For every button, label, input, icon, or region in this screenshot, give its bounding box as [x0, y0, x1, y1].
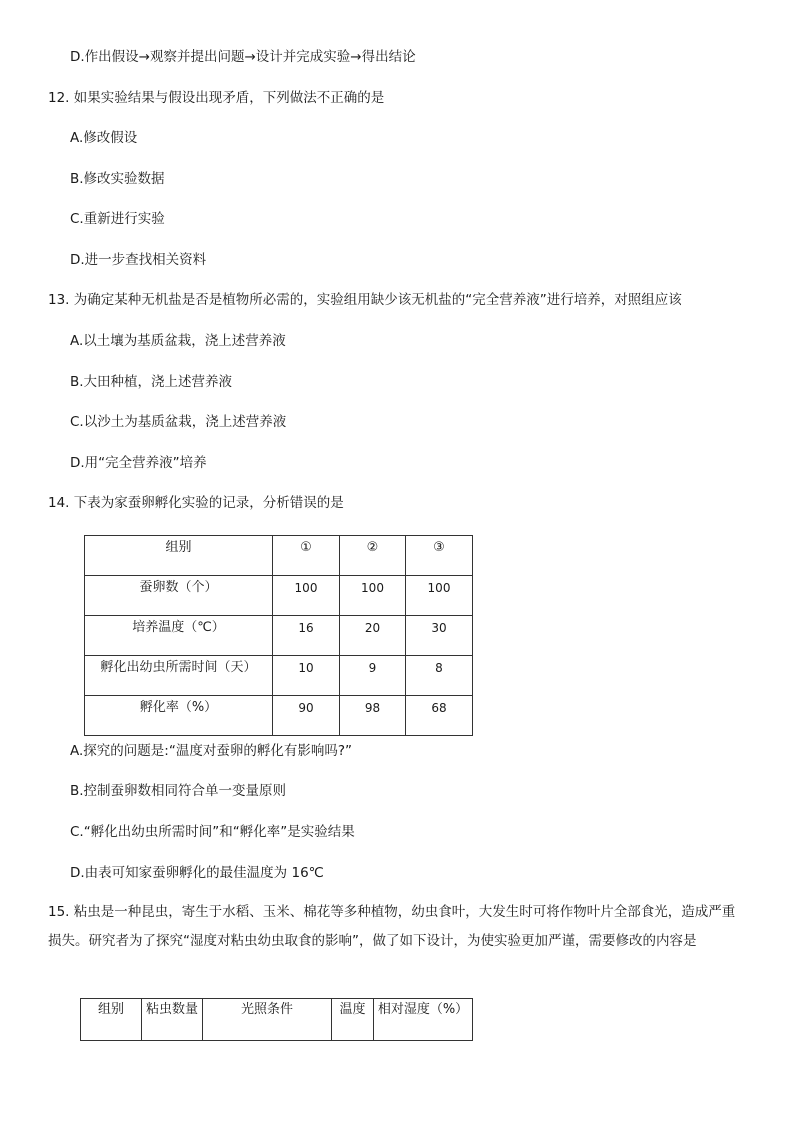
q15-stem: 15. 粘虫是一种昆虫，寄生于水稻、玉米、棉花等多种植物，幼虫食叶，大发生时可将作物叶片全部食光，造成严重损失。研究者为了探究“湿度对粘虫幼虫取食的影响”，做了如下设计，为使实验更加严谨，需要修改的内容是 [48, 904, 736, 949]
q13-option-a: A.以土壤为基质盆栽，浇上述营养液 [70, 333, 286, 349]
table-header-cell: ③ [406, 536, 473, 576]
table-header-row [85, 536, 473, 576]
table-row-label: 孵化出幼虫所需时间（天） [85, 656, 273, 696]
table-header-cell: 温度 [332, 999, 374, 1041]
q11-option-d: D.作出假设→观察并提出问题→设计并完成实验→得出结论 [70, 49, 416, 65]
table-header-cell: 相对湿度（%） [374, 999, 473, 1041]
q14-option-a: A.探究的问题是:“温度对蚕卵的孵化有影响吗?” [70, 743, 352, 759]
table-header-cell: 光照条件 [203, 999, 332, 1041]
table-header-row [81, 999, 473, 1041]
table-header-cell: 粘虫数量 [142, 999, 203, 1041]
table-row [85, 696, 473, 736]
table-cell: 68 [406, 696, 473, 736]
table-cell: 16 [273, 616, 340, 656]
table-row-label: 蚕卵数（个） [85, 576, 273, 616]
q12-option-a: A.修改假设 [70, 130, 138, 146]
q12-stem: 12. 如果实验结果与假设出现矛盾，下列做法不正确的是 [48, 90, 385, 106]
table-row [85, 656, 473, 696]
table-cell: 30 [406, 616, 473, 656]
table-cell: 9 [340, 656, 406, 696]
q14-option-b: B.控制蚕卵数相同符合单一变量原则 [70, 783, 287, 799]
q12-option-d: D.进一步查找相关资料 [70, 252, 207, 268]
table-row-label: 培养温度（℃） [85, 616, 273, 656]
q14-option-c: C.“孵化出幼虫所需时间”和“孵化率”是实验结果 [70, 824, 355, 840]
q15-table [80, 998, 473, 1041]
q13-option-d: D.用“完全营养液”培养 [70, 455, 207, 471]
table-cell: 20 [340, 616, 406, 656]
table-header-cell: ① [273, 536, 340, 576]
table-header-cell: 组别 [81, 999, 142, 1041]
table-row [85, 616, 473, 656]
table-header-cell: 组别 [85, 536, 273, 576]
table-cell: 100 [340, 576, 406, 616]
q14-stem: 14. 下表为家蚕卵孵化实验的记录，分析错误的是 [48, 495, 344, 511]
q12-option-c: C.重新进行实验 [70, 211, 165, 227]
q13-stem: 13. 为确定某种无机盐是否是植物所必需的，实验组用缺少该无机盐的“完全营养液”进行培养，对照组应该 [48, 292, 682, 308]
table-cell: 10 [273, 656, 340, 696]
q14-table [84, 535, 473, 736]
q14-option-d: D.由表可知家蚕卵孵化的最佳温度为 16℃ [70, 865, 324, 881]
q12-option-b: B.修改实验数据 [70, 171, 165, 187]
q13-option-b: B.大田种植，浇上述营养液 [70, 374, 233, 390]
table-row-label: 孵化率（%） [85, 696, 273, 736]
table-cell: 100 [273, 576, 340, 616]
table-cell: 90 [273, 696, 340, 736]
table-row [85, 576, 473, 616]
table-cell: 98 [340, 696, 406, 736]
q13-option-c: C.以沙土为基质盆栽，浇上述营养液 [70, 414, 287, 430]
table-header-cell: ② [340, 536, 406, 576]
table-cell: 100 [406, 576, 473, 616]
table-cell: 8 [406, 656, 473, 696]
